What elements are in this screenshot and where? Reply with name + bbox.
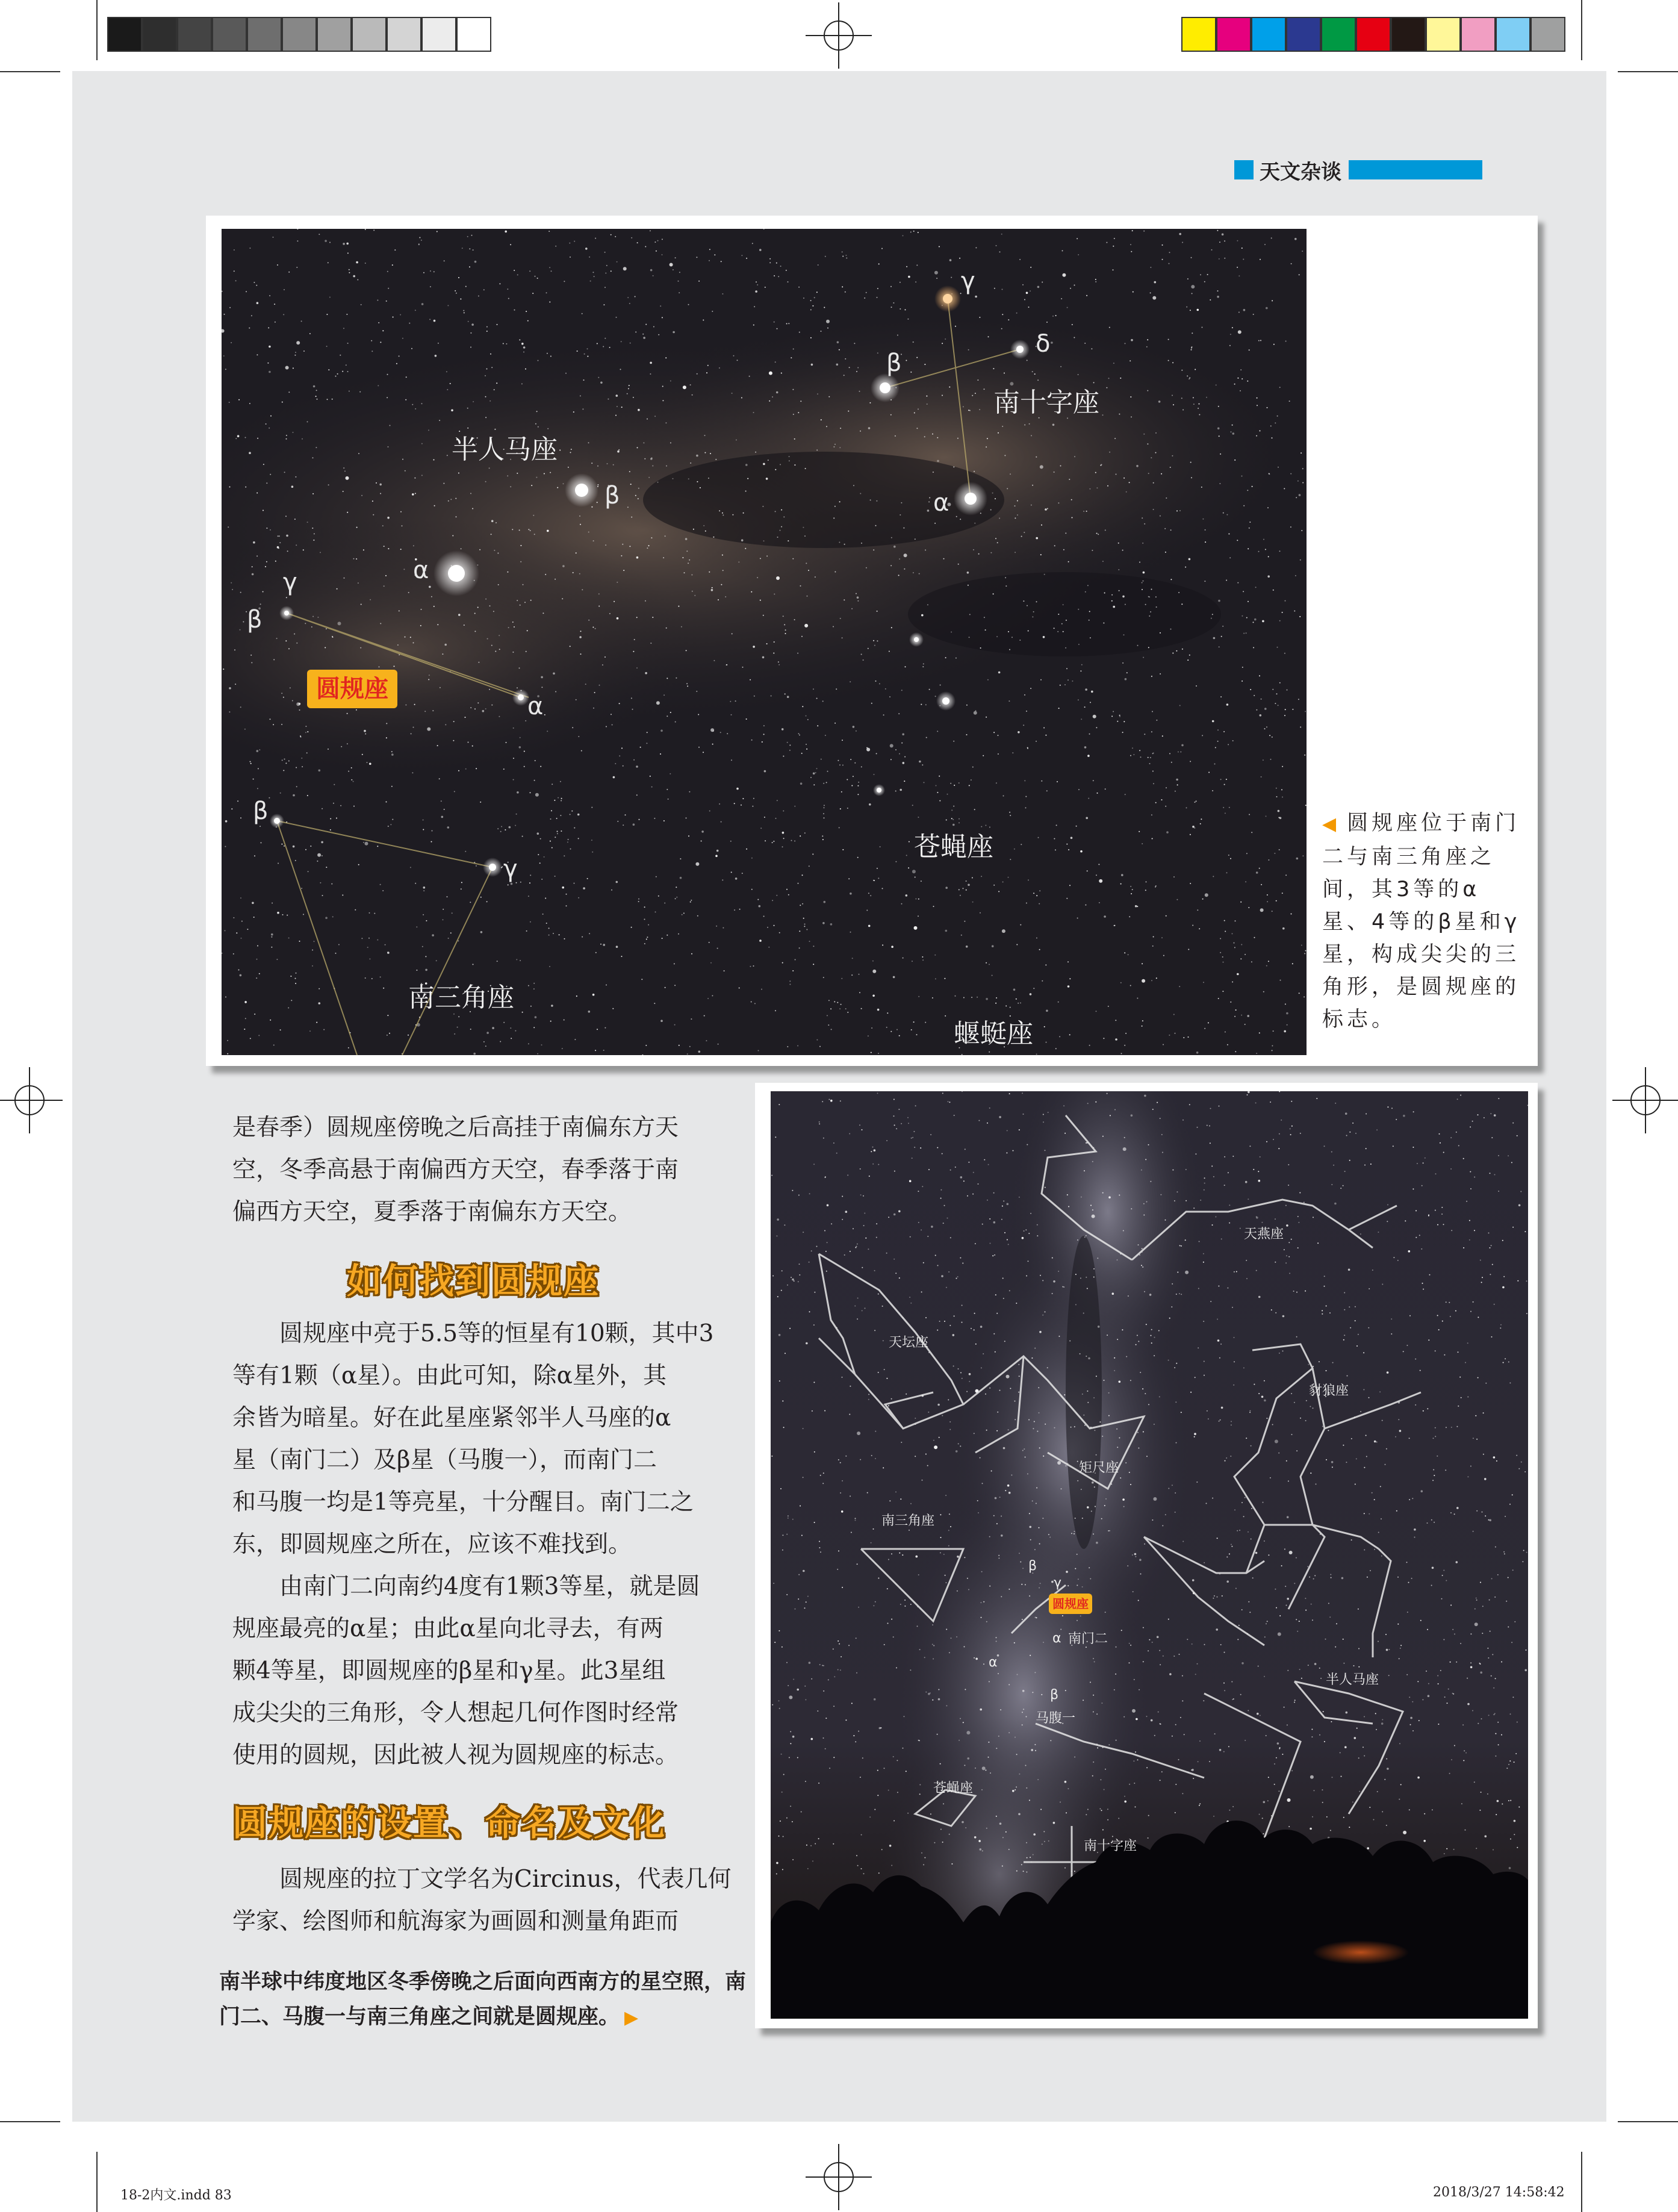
body-paragraph-4 [232, 1858, 738, 1943]
color-swatch [1286, 17, 1321, 52]
color-swatch [1426, 17, 1461, 52]
label-alpha-centauri: 南门二 [1068, 1631, 1108, 1647]
registration-mark-top [806, 2, 872, 69]
crop-mark [1581, 2152, 1582, 2212]
para2-line: 余皆为暗星。好在此星座紧邻半人马座的α [232, 1404, 671, 1432]
label-triangulum-australe: 南三角座 [881, 1513, 935, 1528]
para1-line: 空，冬季高悬于南偏西方天空，春季落于南 [232, 1156, 679, 1183]
footer-timestamp: 2018/3/27 14:58:42 [1433, 2185, 1565, 2200]
color-swatch [282, 17, 317, 52]
greek-tra-gamma: γ [503, 855, 518, 883]
para3-line: 由南门二向南约4度有1颗3等星，就是圆 [232, 1573, 700, 1600]
left-triangle-icon: ◀ [1322, 814, 1340, 835]
body-paragraph-2 [232, 1313, 738, 1566]
label-circinus-tag: 圆规座 [307, 670, 397, 708]
footer-file-info: 18-2内文.indd 83 [120, 2188, 232, 2203]
crop-mark [1581, 0, 1582, 60]
para3-line: 使用的圆规，因此被人视为圆规座的标志。 [232, 1742, 679, 1769]
top-photo-caption [1322, 807, 1521, 1036]
body-paragraph-3 [232, 1566, 738, 1777]
registration-mark-right [1612, 1067, 1678, 1133]
label-chamaeleon: 蝘蜓座 [954, 1018, 1033, 1049]
registration-mark-left [0, 1067, 63, 1133]
bottom-star-photo-art [771, 1091, 1528, 2019]
bottom-photo-caption [219, 1964, 749, 2036]
label-pavo: 天燕座 [1244, 1227, 1284, 1242]
crop-mark [96, 2152, 98, 2212]
para2-line: 等有1颗（α星）。由此可知，除α星外，其 [232, 1362, 667, 1389]
label-crux: 南十字座 [1084, 1839, 1137, 1854]
label-triangulum-australe: 南三角座 [408, 982, 514, 1013]
crop-mark [96, 0, 98, 60]
color-swatch [247, 17, 282, 52]
color-swatch [387, 17, 421, 52]
greek-cir-beta: β [247, 606, 263, 634]
color-swatch [1321, 17, 1356, 52]
para2-line: 星（南门二）及β星（马腹一），而南门二 [232, 1447, 657, 1474]
greek-beta: β [1028, 1559, 1037, 1574]
color-swatch [1181, 17, 1216, 52]
crop-mark [1618, 2121, 1678, 2122]
color-swatch [456, 17, 491, 52]
label-circinus-tag: 圆规座 [1049, 1594, 1092, 1614]
color-swatch [142, 17, 177, 52]
section-accent-bar [1349, 160, 1482, 179]
label-musca: 苍蝇座 [914, 832, 993, 862]
color-swatch [421, 17, 456, 52]
label-musca: 苍蝇座 [933, 1781, 974, 1796]
para3-line: 成尖尖的三角形，令人想起几何作图时经常 [232, 1700, 679, 1727]
color-swatch [1496, 17, 1530, 52]
color-swatch [1391, 17, 1426, 52]
greek-gamma: γ [1054, 1575, 1062, 1590]
section-heading-find: 如何找到圆规座 [347, 1260, 600, 1301]
crop-mark [1618, 71, 1678, 72]
greek-alpha-cen: α [1052, 1631, 1061, 1646]
greek-crux-alpha: α [933, 489, 949, 517]
label-crux: 南十字座 [993, 387, 1099, 418]
para4-line: 学家、绘图师和航海家为画圆和测量角距而 [232, 1908, 679, 1935]
label-centaurus: 半人马座 [452, 434, 558, 465]
para1-line: 偏西方天空，夏季落于南偏东方天空。 [232, 1198, 632, 1226]
greek-crux-delta: δ [1036, 330, 1051, 358]
greek-crux-beta: β [886, 349, 902, 377]
para3-line: 颗4等星，即圆规座的β星和γ星。此3星组 [232, 1657, 666, 1684]
crop-mark [0, 71, 60, 72]
section-label: 天文杂谈 [1260, 160, 1341, 184]
crop-mark [0, 2121, 60, 2122]
right-triangle-icon: ▶ [624, 2007, 639, 2028]
bottom-caption-text: 南半球中纬度地区冬季傍晚之后面向西南方的星空照，南门二、马腹一与南三角座之间就是圆规座。 [219, 1970, 747, 2029]
greek-cir-alpha: α [527, 693, 544, 720]
section-marker-icon [1234, 160, 1254, 179]
color-swatch [107, 17, 142, 52]
color-swatch [1251, 17, 1286, 52]
registration-mark-bottom [806, 2144, 872, 2210]
greek-cir-gamma: γ [283, 569, 297, 596]
color-swatch [1216, 17, 1251, 52]
greek-beta-cen: β [1050, 1687, 1059, 1703]
color-swatch [177, 17, 212, 52]
color-swatch [1356, 17, 1391, 52]
label-lupus: 豺狼座 [1309, 1383, 1349, 1398]
para2-line: 东，即圆规座之所在，应该不难找到。 [232, 1531, 632, 1558]
para2-line: 和马腹一均是1等亮星，十分醒目。南门二之 [232, 1489, 694, 1516]
bottom-star-photo [771, 1091, 1528, 2019]
greek-cen-alpha: α [413, 556, 429, 584]
greek-alpha-cir: α [989, 1655, 998, 1670]
para3-line: 规座最亮的α星；由此α星向北寻去，有两 [232, 1615, 663, 1642]
top-caption-text: 圆规座位于南门二与南三角座之间，其3等的α星、4等的β星和γ星，构成尖尖的三角形，是圆规座的标志。 [1322, 811, 1521, 1032]
body-paragraph-1 [232, 1107, 738, 1233]
greek-cen-beta: β [604, 482, 620, 509]
label-norma: 矩尺座 [1079, 1460, 1119, 1475]
section-heading-naming: 圆规座的设置、命名及文化 [232, 1802, 667, 1843]
para4-line: 圆规座的拉丁文学名为Circinus，代表几何 [232, 1866, 732, 1893]
greek-tra-beta: β [253, 797, 269, 825]
greek-crux-gamma: γ [961, 267, 975, 295]
label-ara: 天坛座 [889, 1335, 929, 1350]
para1-line: 是春季）圆规座傍晚之后高挂于南偏东方天 [232, 1114, 679, 1141]
top-star-photo-art [222, 229, 1307, 1055]
color-swatch [1461, 17, 1496, 52]
color-swatch [317, 17, 352, 52]
top-star-photo [222, 229, 1307, 1055]
label-centaurus: 半人马座 [1326, 1672, 1379, 1687]
color-swatch [212, 17, 247, 52]
color-swatch [1530, 17, 1565, 52]
para2-line: 圆规座中亮于5.5等的恒星有10颗，其中3 [232, 1320, 714, 1347]
label-beta-centauri: 马腹一 [1036, 1711, 1076, 1726]
color-swatch [352, 17, 387, 52]
